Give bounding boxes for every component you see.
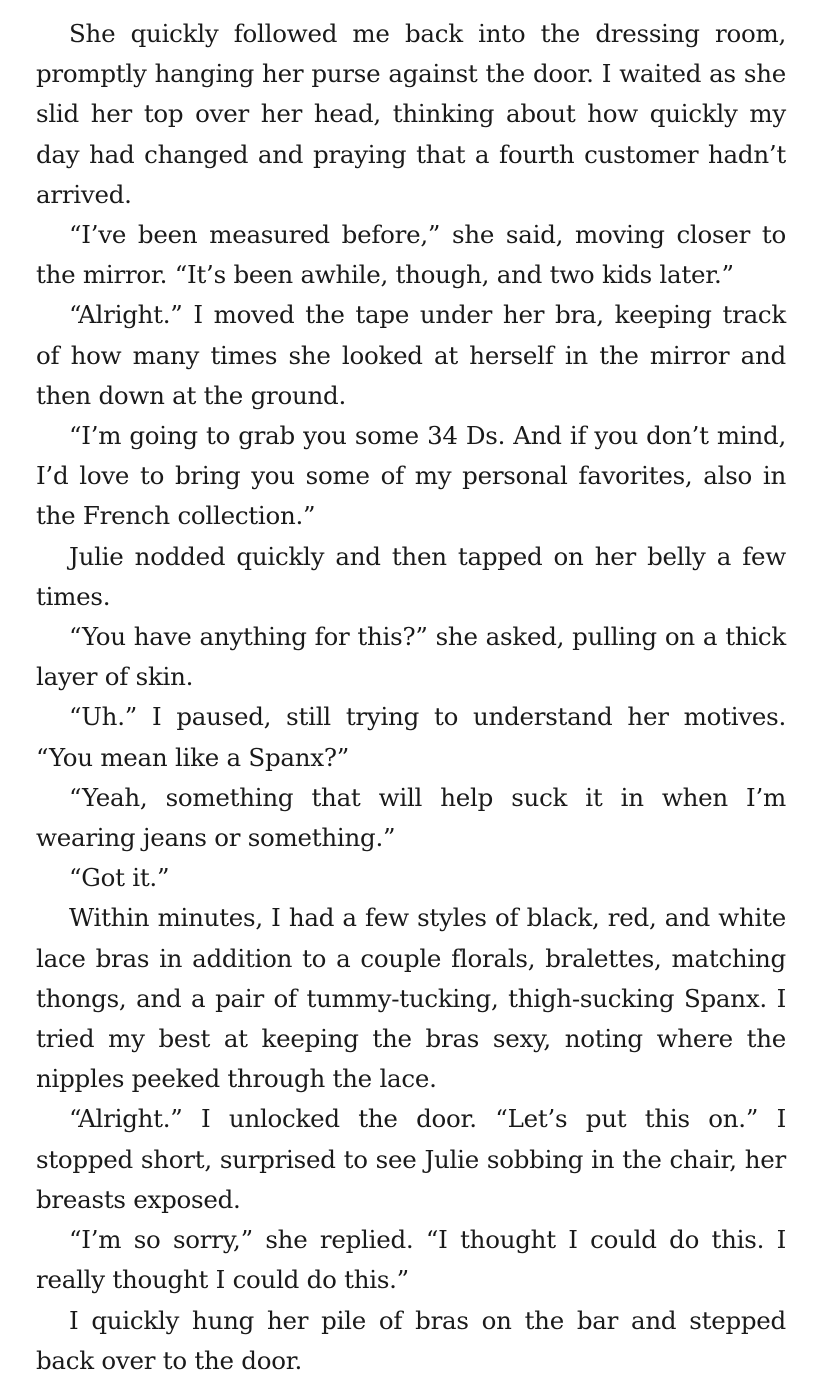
paragraph: “I’m so sorry,” she replied. “I thought I could do this. I really thought I could do this.” <box>36 1225 786 1295</box>
paragraph: Julie nodded quickly and then tapped on her belly a few times. <box>36 541 786 611</box>
paragraph: Within minutes, I had a few styles of black, red, and white lace bras in addition to a couple florals, bralettes, matching thongs, and a pair of tummy-tucking, thigh-sucking Spanx. I tried my best at keeping the bras sexy, noting where the nipples peeked through the lace. <box>36 903 786 1094</box>
paragraph: “I’m going to grab you some 34 Ds. And if you don’t mind, I’d love to bring you some of my personal favorites, also in the French collection.” <box>36 421 786 531</box>
page-body <box>36 14 786 1381</box>
paragraph: “Yeah, something that will help suck it in when I’m wearing jeans or something.” <box>36 782 786 853</box>
paragraph: “You have anything for this?” she asked, pulling on a thick layer of skin. <box>36 622 786 692</box>
paragraph: “Alright.” I moved the tape under her bra, keeping track of how many times she looked at herself in the mirror and then down at the ground. <box>36 300 786 410</box>
paragraph: She quickly followed me back into the dressing room, promptly hanging her purse against the door. I waited as she slid her top over her head, thinking about how quickly my day had changed and praying that a fourth customer hadn’t arrived. <box>36 19 786 209</box>
paragraph: “Uh.” I paused, still trying to understand her motives. “You mean like a Spanx?” <box>36 702 786 772</box>
paragraph: “Alright.” I unlocked the door. “Let’s put this on.” I stopped short, surprised to see Julie sobbing in the chair, her breasts exposed. <box>36 1104 786 1214</box>
paragraph: “Got it.” <box>69 863 170 893</box>
paragraph: I quickly hung her pile of bras on the bar and stepped back over to the door. <box>36 1305 786 1375</box>
paragraph: “I’ve been measured before,” she said, moving closer to the mirror. “It’s been awhile, though, and two kids later.” <box>36 220 786 290</box>
